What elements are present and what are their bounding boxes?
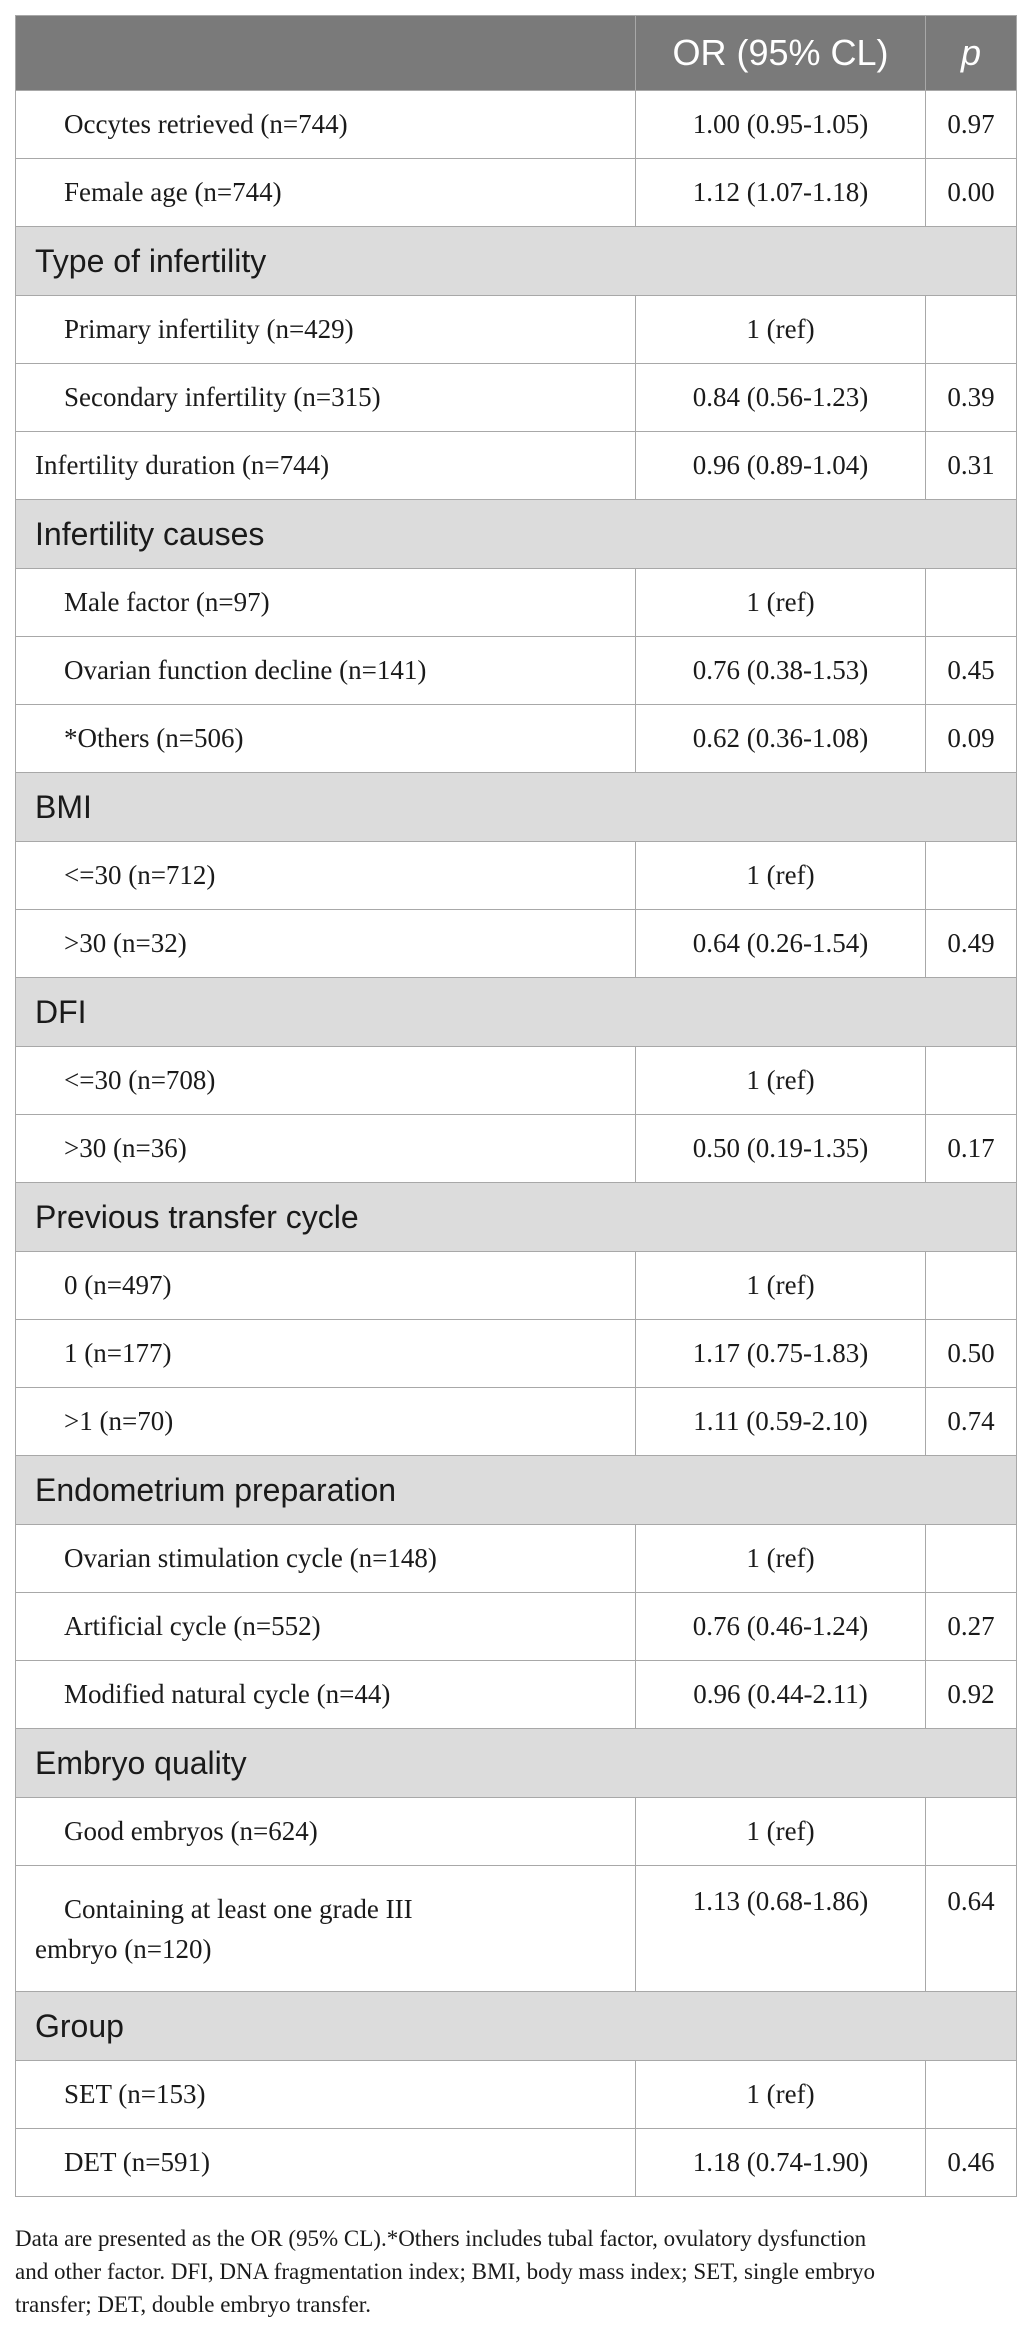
p-value: 0.00 <box>926 159 1017 227</box>
odds-ratio-value: 0.64 (0.26-1.54) <box>636 910 926 978</box>
variable-label: SET (n=153) <box>16 2061 636 2129</box>
variable-label: >1 (n=70) <box>16 1388 636 1456</box>
odds-ratio-value: 0.50 (0.19-1.35) <box>636 1115 926 1183</box>
odds-ratio-value: 0.96 (0.44-2.11) <box>636 1661 926 1729</box>
variable-label: <=30 (n=712) <box>16 842 636 910</box>
variable-label-line: Containing at least one grade III <box>64 1893 413 1924</box>
odds-ratio-value: 1 (ref) <box>636 1525 926 1593</box>
p-value <box>926 296 1017 364</box>
odds-ratio-value: 1.17 (0.75-1.83) <box>636 1320 926 1388</box>
variable-label: Primary infertility (n=429) <box>16 296 636 364</box>
section-label: Endometrium preparation <box>16 1456 1017 1525</box>
table-row <box>16 159 1017 227</box>
odds-ratio-value: 0.84 (0.56-1.23) <box>636 364 926 432</box>
variable-label: 1 (n=177) <box>16 1320 636 1388</box>
variable-label: 0 (n=497) <box>16 1252 636 1320</box>
odds-ratio-value: 1.11 (0.59-2.10) <box>636 1388 926 1456</box>
variable-label-line: embryo (n=120) <box>35 1933 212 1964</box>
p-value <box>926 842 1017 910</box>
table-row <box>16 1525 1017 1593</box>
p-value: 0.09 <box>926 705 1017 773</box>
footnote-line: and other factor. DFI, DNA fragmentation index; BMI, body mass index; SET, single embryo <box>15 2259 876 2284</box>
p-value: 0.27 <box>926 1593 1017 1661</box>
table-row <box>16 2061 1017 2129</box>
odds-ratio-value: 1.00 (0.95-1.05) <box>636 91 926 159</box>
table-row <box>16 91 1017 159</box>
table-row <box>16 705 1017 773</box>
odds-ratio-value: 1 (ref) <box>636 1252 926 1320</box>
odds-ratio-value: 1 (ref) <box>636 842 926 910</box>
variable-label: Infertility duration (n=744) <box>16 432 636 500</box>
table-row <box>16 1047 1017 1115</box>
p-value: 0.97 <box>926 91 1017 159</box>
header-or: OR (95% CL) <box>636 16 926 91</box>
variable-label: Artificial cycle (n=552) <box>16 1593 636 1661</box>
variable-label: Occytes retrieved (n=744) <box>16 91 636 159</box>
section-header-row <box>16 227 1017 296</box>
p-value <box>926 1525 1017 1593</box>
variable-label: DET (n=591) <box>16 2129 636 2197</box>
section-label: Type of infertility <box>16 227 1017 296</box>
header-variable <box>16 16 636 91</box>
variable-label: *Others (n=506) <box>16 705 636 773</box>
table-footnote <box>15 2222 1016 2321</box>
p-value <box>926 1047 1017 1115</box>
odds-ratio-value: 1 (ref) <box>636 296 926 364</box>
odds-ratio-table <box>15 15 1017 2197</box>
section-header-row <box>16 1456 1017 1525</box>
table-row <box>16 1115 1017 1183</box>
p-value <box>926 1798 1017 1866</box>
table-row <box>16 296 1017 364</box>
section-header-row <box>16 978 1017 1047</box>
odds-ratio-value: 0.76 (0.38-1.53) <box>636 637 926 705</box>
table-header-row <box>16 16 1017 91</box>
table-row <box>16 1252 1017 1320</box>
variable-label: >30 (n=32) <box>16 910 636 978</box>
table-row <box>16 569 1017 637</box>
odds-ratio-value: 0.96 (0.89-1.04) <box>636 432 926 500</box>
table-row <box>16 1388 1017 1456</box>
variable-label: Secondary infertility (n=315) <box>16 364 636 432</box>
table-row <box>16 637 1017 705</box>
p-value <box>926 2061 1017 2129</box>
odds-ratio-value: 1.18 (0.74-1.90) <box>636 2129 926 2197</box>
odds-ratio-value: 1.12 (1.07-1.18) <box>636 159 926 227</box>
p-value <box>926 1252 1017 1320</box>
p-value: 0.64 <box>926 1866 1017 1992</box>
table-body <box>16 91 1017 2197</box>
section-header-row <box>16 773 1017 842</box>
variable-label: Good embryos (n=624) <box>16 1798 636 1866</box>
section-label: Infertility causes <box>16 500 1017 569</box>
p-value: 0.50 <box>926 1320 1017 1388</box>
section-header-row <box>16 500 1017 569</box>
header-p: p <box>926 16 1017 91</box>
footnote-line: transfer; DET, double embryo transfer. <box>15 2292 371 2317</box>
section-label: BMI <box>16 773 1017 842</box>
p-value: 0.31 <box>926 432 1017 500</box>
table-row <box>16 432 1017 500</box>
table-row <box>16 910 1017 978</box>
table-row <box>16 2129 1017 2197</box>
section-header-row <box>16 1183 1017 1252</box>
table-row <box>16 1798 1017 1866</box>
odds-ratio-value: 0.62 (0.36-1.08) <box>636 705 926 773</box>
variable-label: Ovarian function decline (n=141) <box>16 637 636 705</box>
table-row <box>16 1661 1017 1729</box>
variable-label: >30 (n=36) <box>16 1115 636 1183</box>
odds-ratio-value: 1 (ref) <box>636 1047 926 1115</box>
p-value: 0.46 <box>926 2129 1017 2197</box>
section-label: Group <box>16 1992 1017 2061</box>
p-value: 0.45 <box>926 637 1017 705</box>
odds-ratio-value: 1 (ref) <box>636 1798 926 1866</box>
table-row <box>16 1866 1017 1992</box>
section-header-row <box>16 1992 1017 2061</box>
p-value: 0.39 <box>926 364 1017 432</box>
variable-label <box>16 1866 636 1992</box>
variable-label: <=30 (n=708) <box>16 1047 636 1115</box>
table-row <box>16 1593 1017 1661</box>
p-value: 0.49 <box>926 910 1017 978</box>
variable-label: Male factor (n=97) <box>16 569 636 637</box>
table-row <box>16 842 1017 910</box>
p-value: 0.92 <box>926 1661 1017 1729</box>
table-row <box>16 1320 1017 1388</box>
p-value: 0.74 <box>926 1388 1017 1456</box>
section-label: DFI <box>16 978 1017 1047</box>
section-label: Previous transfer cycle <box>16 1183 1017 1252</box>
odds-ratio-value: 1 (ref) <box>636 2061 926 2129</box>
section-label: Embryo quality <box>16 1729 1017 1798</box>
p-value: 0.17 <box>926 1115 1017 1183</box>
variable-label: Modified natural cycle (n=44) <box>16 1661 636 1729</box>
variable-label: Female age (n=744) <box>16 159 636 227</box>
footnote-line: Data are presented as the OR (95% CL).*Others includes tubal factor, ovulatory dysfunction <box>15 2226 867 2251</box>
table-row <box>16 364 1017 432</box>
odds-ratio-value: 0.76 (0.46-1.24) <box>636 1593 926 1661</box>
variable-label: Ovarian stimulation cycle (n=148) <box>16 1525 636 1593</box>
odds-ratio-value: 1 (ref) <box>636 569 926 637</box>
section-header-row <box>16 1729 1017 1798</box>
results-table-container <box>15 15 1016 2197</box>
odds-ratio-value: 1.13 (0.68-1.86) <box>636 1866 926 1992</box>
p-value <box>926 569 1017 637</box>
